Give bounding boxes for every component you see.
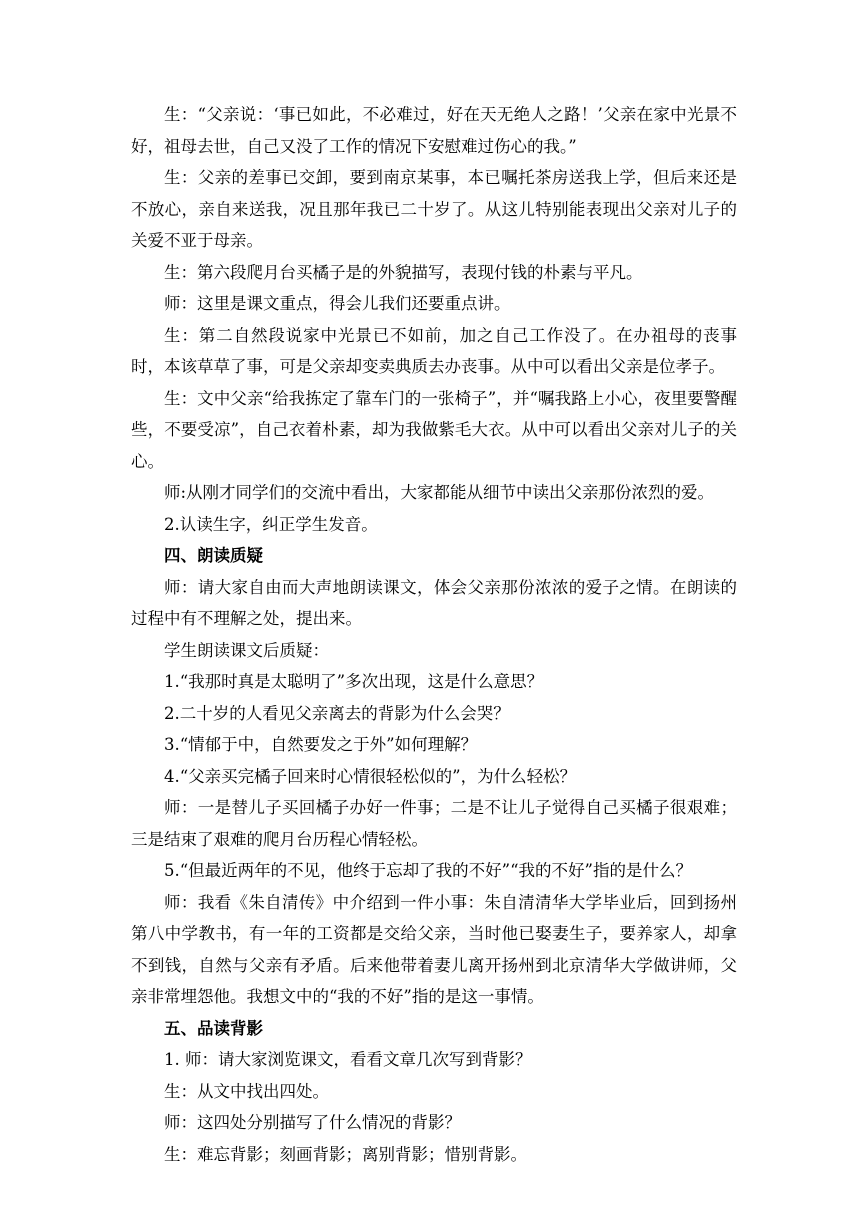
question-item: 1.“我那时真是太聪明了”多次出现，这是什么意思？ xyxy=(164,672,544,691)
section-heading: 五、品读背影 xyxy=(164,1018,263,1038)
question-item: 4.“父亲买完橘子回来时心情很轻松似的”，为什么轻松？ xyxy=(164,766,577,786)
paragraph: 学生朗读课文后质疑： xyxy=(164,640,329,660)
paragraph: 生：父亲的差事已交卸，要到南京某事，本已嘱托茶房送我上学，但后来还是不放心，亲自来送我，况且那年我已二十岁了。从这儿特别能表现出父亲对儿子的关爱不亚于母亲。 xyxy=(131,168,737,250)
paragraph: 1. 师：请大家浏览课文，看看文章几次写到背影？ xyxy=(164,1050,532,1069)
paragraph: 师：请大家自由而大声地朗读课文，体会父亲那份浓浓的爱子之情。在朗读的过程中有不理解之处，提出来。 xyxy=(131,577,737,628)
paragraph: 师：这里是课文重点，得会儿我们还要重点讲。 xyxy=(164,294,511,313)
paragraph: 2.认读生字，纠正学生发音。 xyxy=(164,514,378,534)
document-page xyxy=(131,99,737,1170)
paragraph: 生：难忘背影；刻画背影；离别背影；惜别背影。 xyxy=(164,1144,527,1164)
paragraph: 师：这四处分别描写了什么情况的背影？ xyxy=(164,1113,461,1132)
question-item: 5.“但最近两年的不见，他终于忘却了我的不好”“我的不好”指的是什么？ xyxy=(164,861,692,880)
paragraph: 师:从刚才同学们的交流中看出，大家都能从细节中读出父亲那份浓烈的爱。 xyxy=(164,483,715,502)
question-item: 2.二十岁的人看见父亲离去的背影为什么会哭？ xyxy=(164,703,510,723)
paragraph: 师：我看《朱自清传》中介绍到一件小事：朱自清清华大学毕业后，回到扬州第八中学教书，有一年的工资都是交给父亲，当时他已娶妻生子，要养家人，却拿不到钱，自然与父亲有矛盾。后来他带着妻儿离开扬州到北京清华大学做讲师，父亲非常埋怨他。我想文中的“我的不好”指的是这一事情。 xyxy=(131,892,737,1006)
paragraph: 生：从文中找出四处。 xyxy=(164,1081,329,1101)
paragraph: 生：第二自然段说家中光景已不如前，加之自己工作没了。在办祖母的丧事时，本该草草了事，可是父亲却变卖典质去办丧事。从中可以看出父亲是位孝子。 xyxy=(131,325,737,376)
paragraph: 生：文中父亲“给我拣定了靠车门的一张椅子”，并“嘱我路上小心，夜里要警醒些，不要受凉”，自己衣着朴素，却为我做紫毛大衣。从中可以看出父亲对儿子的关心。 xyxy=(131,388,737,471)
question-item: 3.“情郁于中，自然要发之于外”如何理解？ xyxy=(164,735,478,754)
paragraph: 生：“父亲说：‘事已如此，不必难过，好在天无绝人之路！’父亲在家中光景不好，祖母去世，自己又没了工作的情况下安慰难过伤心的我。” xyxy=(131,105,737,156)
paragraph: 师：一是替儿子买回橘子办好一件事；二是不让儿子觉得自己买橘子很艰难；三是结束了艰难的爬月台历程心情轻松。 xyxy=(131,798,737,849)
paragraph: 生：第六段爬月台买橘子是的外貌描写，表现付钱的朴素与平凡。 xyxy=(164,262,643,282)
section-heading: 四、朗读质疑 xyxy=(164,546,263,565)
